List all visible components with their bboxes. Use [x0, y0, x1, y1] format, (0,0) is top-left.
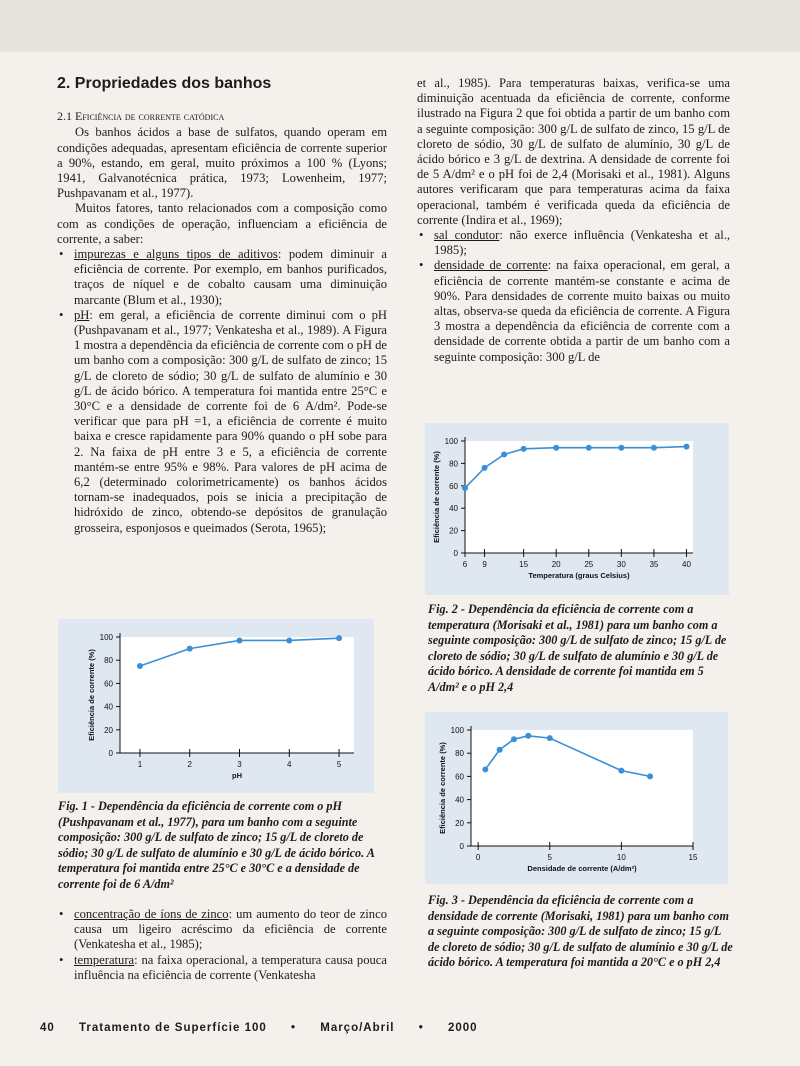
y-tick-label: 80: [104, 656, 113, 666]
list-item-ph: [57, 308, 387, 536]
x-tick-label: 35: [649, 560, 659, 569]
figure-2-caption: Fig. 2 - Dependência da eficiência de corrente com a temperatura (Morisaki et al., 1981) para um banho com a seguinte composição: 300 g/L de sulfato de zinco; 15 g/L de cloreto de sódio; 30 g/L de sulfato de alumínio e 30 g/L de ácido bórico. A densidade de corrente foi mantida em 5 A/dm² e o pH 2,4: [428, 602, 727, 694]
x-tick-label: 9: [482, 560, 487, 569]
y-tick-label: 60: [455, 772, 464, 782]
y-tick-label: 100: [450, 726, 464, 735]
x-tick-label: 5: [547, 853, 553, 862]
figure-3-caption: Fig. 3 - Dependência da eficiência de corrente com a densidade de corrente (Morisaki, 1981) para um banho com a seguinte composição: 300 g/L de sulfato de zinco; 15 g/L de cloreto de sódio; 30 g/L de sulfato de alumínio e 30 g/L de ácido bórico. A temperatura foi mantida a 20°C e o pH 2,4: [428, 893, 733, 969]
y-tick-label: 0: [459, 842, 464, 851]
x-tick-label: 15: [688, 853, 698, 862]
data-point: [618, 768, 624, 774]
term-densidade: densidade de corrente: [434, 258, 548, 273]
data-point: [501, 451, 507, 457]
list-item-temperatura: [57, 953, 387, 983]
text-temperatura: : na faixa operacional, a temperatura causa pouca influência na eficiência de corrente (Venkatesha: [74, 952, 387, 982]
data-point: [553, 445, 559, 451]
y-tick-label: 20: [455, 818, 464, 828]
publication-name: Tratamento de Superfície 100: [79, 1022, 267, 1034]
chart-fig1-svg: [58, 619, 374, 793]
x-tick-label: 40: [682, 560, 691, 569]
plot-area: [120, 637, 354, 753]
x-tick-label: 6: [462, 560, 468, 569]
text-impurezas: : podem diminuir a eficiência de corrente. Por exemplo, em banhos purificados, traços de níquel e de cobalto causam uma diminuição marcante (Blum et al., 1930);: [74, 247, 387, 307]
term-temperatura: temperatura: [74, 952, 135, 967]
data-point: [482, 766, 488, 772]
right-column: [417, 76, 730, 365]
figure-2-chart: [425, 423, 729, 595]
y-tick-label: 0: [453, 549, 458, 558]
data-point: [618, 445, 624, 451]
list-item-impurezas: [57, 247, 387, 308]
factor-list-right: [417, 228, 730, 365]
factor-list: [57, 247, 387, 536]
figure-1-caption: Fig. 1 - Dependência da eficiência de corrente com o pH (Pushpavanam et al., 1977), para um banho com a seguinte composição: 300 g/L de sulfato de zinco; 15 g/L de cloreto de sódio; 30 g/L de sulfato de alumínio e 30 g/L de ácido bórico. A temperatura foi mantida entre 25°C e 30°C e a densidade de corrente foi de 6 A/dm²: [58, 799, 375, 891]
term-zinco: concentração de íons de zinco: [74, 907, 229, 921]
list-item-densidade: [417, 258, 730, 364]
data-point: [521, 446, 527, 452]
data-point: [137, 663, 143, 669]
footer-separator: •: [418, 1022, 424, 1034]
x-axis-label: Densidade de corrente (A/dm²): [527, 864, 637, 873]
x-tick-label: 1: [137, 760, 143, 769]
y-tick-label: 20: [104, 725, 113, 735]
data-point: [286, 637, 292, 643]
y-tick-label: 0: [108, 749, 113, 758]
section-title: 2. Propriedades dos banhos: [57, 75, 272, 92]
text-zinco: : um aumento do teor de zinco causa um ligeiro acréscimo da eficiência de corrente (Venkatesha et al., 1985);: [74, 907, 387, 952]
data-point: [462, 485, 468, 491]
y-tick-label: 60: [449, 481, 458, 491]
x-tick-label: 25: [584, 560, 594, 569]
list-item-zinco: [57, 907, 387, 953]
figure-1-chart: [58, 619, 374, 793]
footer-separator: •: [291, 1022, 297, 1034]
issue-date: Março/Abril: [320, 1022, 395, 1034]
text-densidade: : na faixa operacional, em geral, a eficiência de corrente mantém-se constante e acima de 90%. Para densidades de corrente muito baixas ou muito altas, observa-se queda da eficiência de corrente. A Figura 3 mostra a dependência da eficiência de corrente com a densidade de corrente obtida a partir de um banho com a seguinte composição: 300 g/L de: [434, 258, 730, 364]
chart-fig3-svg: [425, 712, 728, 884]
x-tick-label: 4: [287, 760, 292, 769]
top-band: [0, 0, 800, 52]
x-axis-label: pH: [232, 771, 242, 780]
x-tick-label: 10: [616, 853, 626, 862]
data-point: [586, 445, 592, 451]
y-tick-label: 40: [104, 702, 113, 712]
page-number: 40: [40, 1022, 55, 1034]
y-tick-label: 20: [449, 526, 458, 536]
x-tick-label: 30: [616, 560, 626, 569]
data-point: [547, 735, 553, 741]
page-footer: [40, 1022, 498, 1034]
figure-3-chart: [425, 712, 728, 884]
paragraph-1: Os banhos ácidos a base de sulfatos, quando operam em condições adequadas, apresentam eficiência de corrente superior a 90%, estando, em geral, muito próximos a 100 % (Lyons; 1941, Galvanotécnica prática, 1973; Lowenheim, 1977; Pushpavanam et al., 1977).: [57, 125, 387, 201]
term-ph: pH: [74, 307, 90, 322]
y-tick-label: 100: [99, 633, 113, 642]
left-column: [57, 76, 387, 536]
x-tick-label: 2: [187, 760, 192, 769]
text-ph: : em geral, a eficiência de corrente diminui com o pH (Pushpavanam et al., 1977; Venkatesha et al., 1989). A Figura 1 mostra a dependência da eficiência de corrente com o pH de um banho com a composição: 300 g/L de sulfato de zinco; 15 g/L de cloreto de sódio; 30 g/L de sulfato de alumínio e 30 g/L de ácido bórico. A temperatura foi mantida entre 25°C e 30°C e a densidade de corrente foi de 6 A/dm². Pode-se verificar que para pH =1, a eficiência de corrente é muito baixa e cresce rapidamente para 90% quando o pH sobe para 2. Na faixa de pH entre 3 e 5, a eficiência de corrente mantém-se entre 95% e 98%. Para valores de pH acima de 6,2 (determinado colorimetricamente) os banhos ácidos tornam-se inadequados, pois se inicia a precipitação de hidróxido de zinco, obtendo-se depósitos de granulação grosseira, esponjosos e queimados (Serota, 1965);: [74, 307, 387, 535]
text-sal: : não exerce influência (Venkatesha et al., 1985);: [434, 228, 731, 258]
left-column-bottom: [57, 907, 387, 983]
factor-list-cont: [57, 907, 387, 983]
y-axis-label: Eficiência de corrente (%): [432, 451, 441, 543]
data-point: [525, 733, 531, 739]
y-tick-label: 100: [444, 437, 458, 446]
issue-year: 2000: [447, 1022, 478, 1034]
data-point: [651, 445, 657, 451]
data-point: [236, 637, 242, 643]
x-tick-label: 0: [475, 853, 481, 862]
y-axis-label: Eficiência de corrente (%): [438, 742, 447, 834]
data-point: [511, 736, 517, 742]
data-point: [683, 444, 689, 450]
data-point: [647, 773, 653, 779]
data-point: [336, 635, 342, 641]
term-sal: sal condutor: [434, 228, 500, 243]
x-tick-label: 5: [336, 760, 342, 769]
x-tick-label: 15: [519, 560, 529, 569]
y-axis-label: Eficiência de corrente (%): [87, 649, 96, 741]
y-tick-label: 60: [104, 679, 113, 689]
paragraph-temperature-cont: et al., 1985). Para temperaturas baixas, verifica-se uma diminuição acentuada da eficiência de corrente, conforme ilustrado na Figura 2 que foi obtida a partir de um banho com a seguinte composição: 300 g/L de sulfato de zinco, 15 g/L de cloreto de sódio, 30 g/L de sulfato de alumínio, 30 g/L de ácido bórico e 3 g/L de dextrina. A densidade de corrente foi de 5 A/dm² e o pH foi de 2,4 (Morisaki et al., 1981). Alguns autores verificaram que para temperaturas acima da faixa operacional, também é verificada queda da eficiência de corrente (Indira et al., 1969);: [417, 76, 730, 227]
paragraph-2: Muitos fatores, tanto relacionados com a composição como com as condições de operação, influenciam a eficiência de corrente, a saber:: [57, 201, 387, 246]
y-tick-label: 80: [449, 459, 458, 469]
y-tick-label: 80: [455, 749, 464, 759]
data-point: [187, 646, 193, 652]
chart-fig2-svg: [425, 423, 729, 595]
y-tick-label: 40: [449, 504, 458, 514]
data-point: [497, 747, 503, 753]
x-tick-label: 3: [237, 760, 242, 769]
term-impurezas: impurezas e alguns tipos de aditivos: [74, 247, 278, 262]
list-item-sal: [417, 228, 730, 258]
subsection-title: 2.1 Eficiência de corrente catódica: [57, 109, 225, 124]
data-point: [482, 465, 488, 471]
plot-area: [471, 730, 693, 846]
x-axis-label: Temperatura (graus Celsius): [528, 571, 630, 580]
y-tick-label: 40: [455, 795, 464, 805]
x-tick-label: 20: [551, 560, 561, 569]
